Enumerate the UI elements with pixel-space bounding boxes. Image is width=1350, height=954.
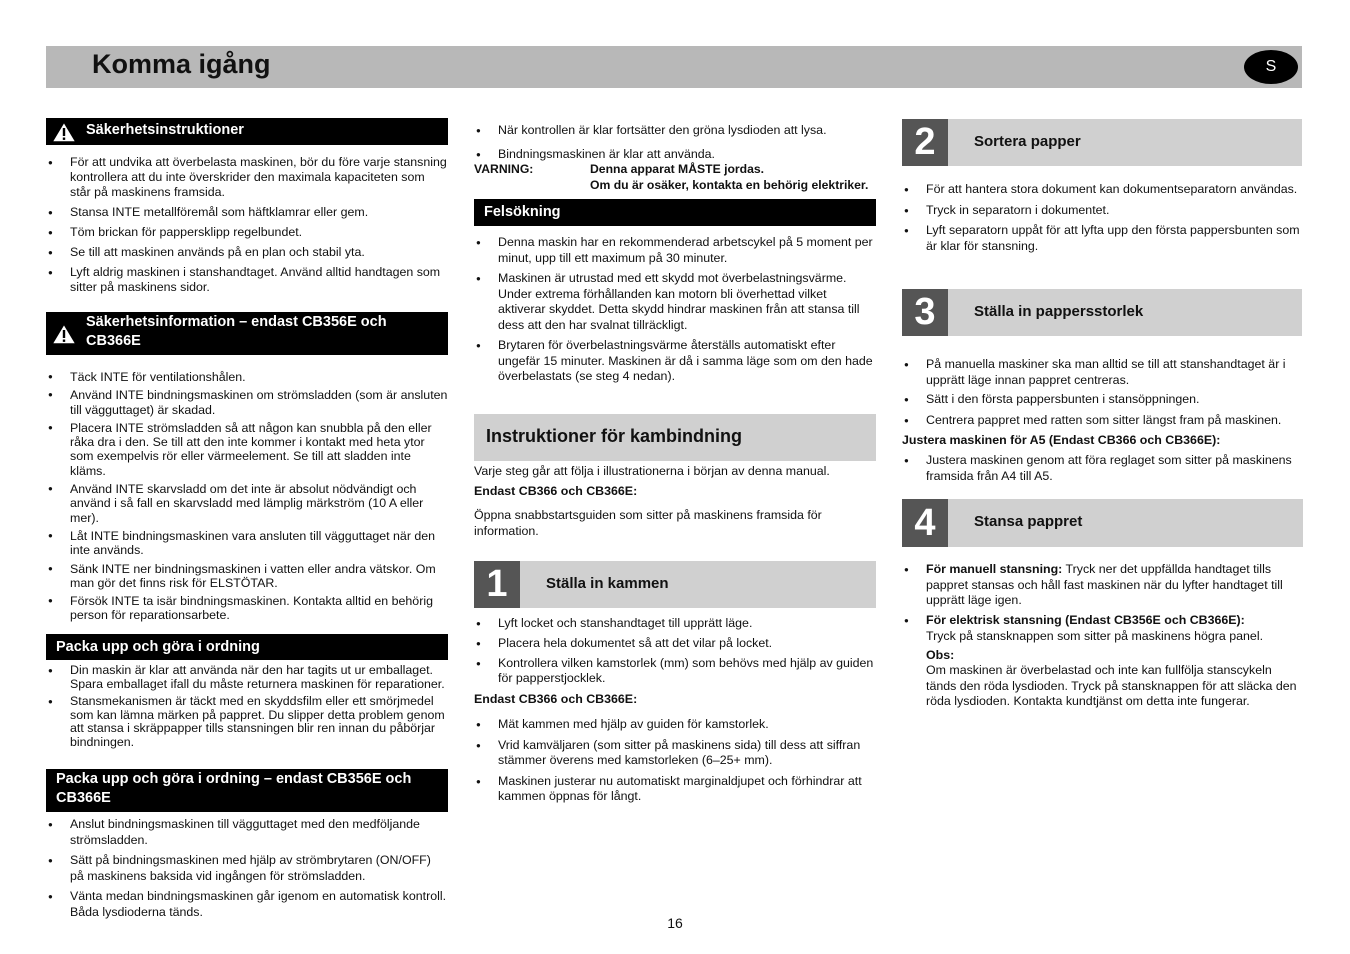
warning-text-1: Denna apparat MÅSTE jordas. xyxy=(590,162,765,176)
page-header xyxy=(46,46,1302,88)
list-item: ● Se till att maskinen används på en plan och stabil yta. xyxy=(46,245,448,260)
language-badge: S xyxy=(1244,50,1298,84)
comb-binding-only-label: Endast CB366 och CB366E: xyxy=(474,484,638,498)
list-item: ● Använd INTE skarvsladd om det inte är absolut nödvändigt och använd i så fall en skarvsladd med lämplig märkström (10 A eller mer). xyxy=(46,482,448,525)
list-item: ● När kontrollen är klar fortsätter den gröna lysdioden att lysa. xyxy=(474,123,876,138)
step-1-list-2 xyxy=(474,717,876,805)
list-item: ● Sänk INTE ner bindningsmaskinen i vatten eller andra vätskor. Om man gör det finns risk för ELSTÖTAR. xyxy=(46,562,448,591)
safety-instructions-heading: Säkerhetsinstruktioner xyxy=(46,118,448,145)
list-item: ● Vänta medan bindningsmaskinen går igenom en automatisk kontroll. Båda lysdioderna tänds. xyxy=(46,889,448,920)
list-item: ● Maskinen justerar nu automatiskt marginaldjupet och förhindrar att kammen öppnas för långt. xyxy=(474,774,876,805)
step-number: 2 xyxy=(902,119,948,166)
list-item: ● Anslut bindningsmaskinen till vägguttaget med den medföljande strömsladden. xyxy=(46,817,448,848)
comb-binding-only-text: Öppna snabbstartsguiden som sitter på maskinens framsida för information. xyxy=(474,508,822,538)
comb-binding-intro: Varje steg går att följa i illustrationerna i början av denna manual. xyxy=(474,464,830,478)
troubleshooting-list xyxy=(474,235,876,385)
list-item: ● Tryck in separatorn i dokumentet. xyxy=(902,203,1304,219)
list-item: ● Stansmekanismen är täckt med en skyddsfilm eller ett smörjmedel som kan lämna märken på pappret. Du slipper detta problem genom att stansa i skräppapper tills stansningen blir ren innan du påbörjar bindningen. xyxy=(46,695,448,749)
list-item: ● På manuella maskiner ska man alltid se till att stanshandtaget är i upprätt läge innan pappret centreras. xyxy=(902,357,1304,388)
page-title: Komma igång xyxy=(92,49,271,79)
check-complete-list xyxy=(474,123,876,162)
step-3-heading: 3 Ställa in pappersstorlek xyxy=(902,289,1302,336)
a5-adjust-label: Justera maskinen för A5 (Endast CB366 och CB366E): xyxy=(902,433,1221,447)
list-item: ● Justera maskinen genom att föra reglaget som sitter på maskinens framsida från A4 till A5. xyxy=(902,453,1304,484)
list-item: ● Låt INTE bindningsmaskinen vara ansluten till vägguttaget när den inte används. xyxy=(46,529,448,558)
list-item: ● Mät kammen med hjälp av guiden för kamstorlek. xyxy=(474,717,876,733)
step-4-list xyxy=(902,562,1304,645)
warning-triangle-icon xyxy=(50,120,78,144)
list-item: ● Använd INTE bindningsmaskinen om strömsladden (som är ansluten till vägguttaget) är skadad. xyxy=(46,388,448,417)
step-number: 3 xyxy=(902,289,948,336)
list-item: ● Denna maskin har en rekommenderad arbetscykel på 5 moment per minut, upp till ett maximum på 30 minuter. xyxy=(474,235,876,266)
list-item: ● Lyft locket och stanshandtaget till upprätt läge. xyxy=(474,616,876,631)
list-item: ● Bindningsmaskinen är klar att använda. xyxy=(474,147,876,162)
warning-text-2: Om du är osäker, kontakta en behörig elektriker. xyxy=(590,178,869,192)
step-1-heading: 1 Ställa in kammen xyxy=(474,561,876,608)
list-item: ● Vrid kamväljaren (som sitter på maskinens sida) till dess att siffran stämmer överens med kamstorleken (6–25+ mm). xyxy=(474,738,876,769)
list-item: ● För elektrisk stansning (Endast CB356E och CB366E): Tryck på stansknappen som sitter på maskinens högra panel. xyxy=(902,613,1304,644)
list-item: ● Centrera pappret med ratten som sitter längst fram på maskinen. xyxy=(902,413,1304,429)
list-item: ● Täck INTE för ventilationshålen. xyxy=(46,370,448,384)
safety-instructions-list xyxy=(46,155,448,295)
list-item: ● För manuell stansning: Tryck ner det uppfällda handtaget tills pappret stansas och håll fast maskinen när du lyfter handtaget till upprätt läge igen. xyxy=(902,562,1304,609)
list-item: ● Sätt i den första pappersbunten i stansöppningen. xyxy=(902,392,1304,408)
note-text: Om maskinen är överbelastad och inte kan fullfölja stanscykeln tänds den röda lysdioden. Tryck på stansknappen för att släcka den röda lysdioden. Kontakta kundtjänst om detta inte fungerar. xyxy=(926,663,1297,708)
step-2-heading: 2 Sortera papper xyxy=(902,119,1302,166)
step-3-list xyxy=(902,357,1304,428)
list-item: ● Lyft aldrig maskinen i stanshandtaget. Använd alltid handtagen som sitter på maskinens sidor. xyxy=(46,265,448,295)
unpack-electric-list xyxy=(46,817,448,920)
warning-label: VARNING: xyxy=(474,162,534,176)
list-item: ● Placera INTE strömsladden så att någon kan snubbla på den eller råka dra i den. Se till att den inte kommer i kontakt med heta ytor som exempelvis rör eller värmeelement. Se till att sladden inte kläms. xyxy=(46,421,448,478)
safety-information-list xyxy=(46,370,448,623)
list-item: ● För att hantera stora dokument kan dokumentseparatorn användas. xyxy=(902,182,1304,198)
step-1-list xyxy=(474,616,876,686)
step-4-heading: 4 Stansa pappret xyxy=(902,499,1303,547)
list-item: ● Maskinen är utrustad med ett skydd mot överbelastningsvärme. Under extrema förhållanden kan motorn bli överhettad vilket aktiverar skyddet. Detta skydd hindrar maskinen från att stansa till dess att den har svalnat tillräckligt. xyxy=(474,271,876,333)
list-item: ● Din maskin är klar att använda när den har tagits ut ur emballaget. Spara emballaget ifall du måste returnera maskinen för reparationer. xyxy=(46,664,448,691)
list-item: ● Placera hela dokumentet så att det vilar på locket. xyxy=(474,636,876,651)
step-number: 1 xyxy=(474,561,520,608)
step-3-list-2 xyxy=(902,453,1304,484)
note-label: Obs: xyxy=(926,648,955,662)
list-item: ● Brytaren för överbelastningsvärme återställs automatiskt efter ungefär 15 minuter. Maskinen är då i samma läge som om den hade överbelastats (se steg 4 nedan). xyxy=(474,338,876,385)
list-item: ● Sätt på bindningsmaskinen med hjälp av strömbrytaren (ON/OFF) på maskinens baksida vid ingången för strömsladden. xyxy=(46,853,448,884)
list-item: ● Försök INTE ta isär bindningsmaskinen. Kontakta alltid en behörig person för reparationsarbete. xyxy=(46,594,448,623)
list-item: ● Stansa INTE metallföremål som häftklamrar eller gem. xyxy=(46,205,448,220)
list-item: ● Töm brickan för pappersklipp regelbundet. xyxy=(46,225,448,240)
page-number: 16 xyxy=(667,915,683,931)
warning-triangle-icon xyxy=(50,322,78,346)
unpack-list xyxy=(46,664,448,750)
list-item: ● Kontrollera vilken kamstorlek (mm) som behövs med hjälp av guiden för papperstjocklek. xyxy=(474,656,876,686)
step-2-list xyxy=(902,182,1304,254)
step-1-only-label: Endast CB366 och CB366E: xyxy=(474,692,638,706)
list-item: ● För att undvika att överbelasta maskinen, bör du före varje stansning kontrollera att du inte överskrider den maximala kapaciteten som står på maskinens framsida. xyxy=(46,155,448,200)
troubleshooting-heading: Felsökning xyxy=(474,199,876,226)
unpack-heading: Packa upp och göra i ordning xyxy=(46,634,448,660)
list-item: ● Lyft separatorn uppåt för att lyfta upp den första pappersbunten som är klar för stansning. xyxy=(902,223,1304,254)
comb-binding-heading: Instruktioner för kambindning xyxy=(474,414,876,461)
unpack-electric-heading: Packa upp och göra i ordning – endast CB356E och CB366E xyxy=(46,769,448,812)
safety-information-heading: Säkerhetsinformation – endast CB356E och CB366E xyxy=(46,312,448,355)
step-number: 4 xyxy=(902,499,948,547)
